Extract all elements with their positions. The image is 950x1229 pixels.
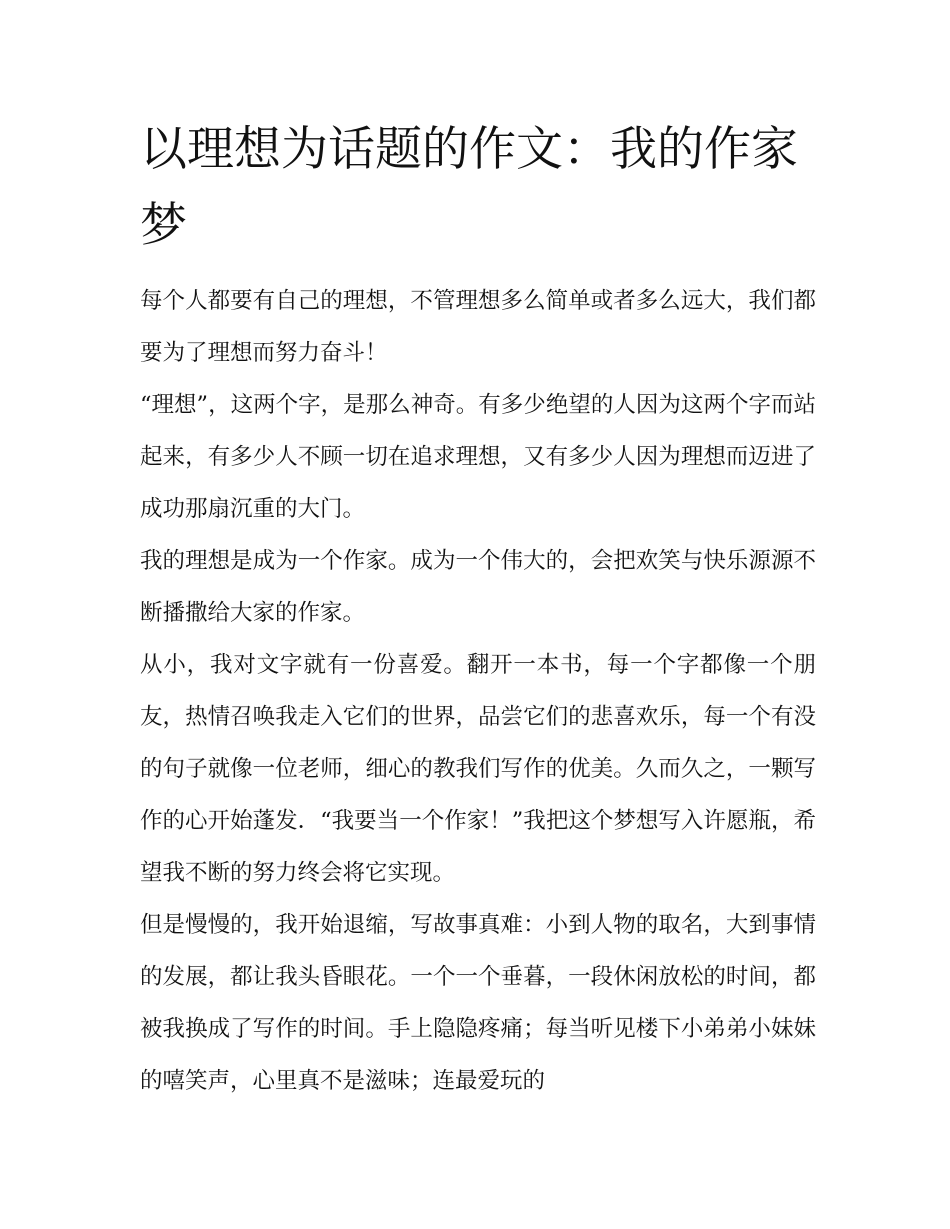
paragraph-2: “理想”，这两个字，是那么神奇。有多少绝望的人因为这两个字而站起来，有多少人不顾一切在追求理想，又有多少人因为理想而迈进了成功那扇沉重的大门。: [140, 392, 816, 522]
paragraph-5: 但是慢慢的，我开始退缩，写故事真难：小到人物的取名，大到事情的发展，都让我头昏眼花。一个一个垂暮，一段休闲放松的时间，都被我换成了写作的时间。手上隐隐疼痛；每当听见楼下小弟弟小妹妹的嘻笑声，心里真不是滋味；连最爱玩的: [140, 912, 816, 1094]
document-title: 以理想为话题的作文：我的作家梦: [140, 122, 798, 253]
paragraph-3: 我的理想是成为一个作家。成为一个伟大的，会把欢笑与快乐源源不断播撒给大家的作家。: [140, 548, 816, 626]
document-body: [140, 275, 816, 1107]
paragraph-4: 从小，我对文字就有一份喜爱。翻开一本书，每一个字都像一个朋友，热情召唤我走入它们的世界，品尝它们的悲喜欢乐，每一个有没的句子就像一位老师，细心的教我们写作的优美。久而久之，一颗写作的心开始蓬发．“我要当一个作家！”我把这个梦想写入许愿瓶，希望我不断的努力终会将它实现。: [140, 652, 816, 886]
paragraph-1: 每个人都要有自己的理想，不管理想多么简单或者多么远大，我们都要为了理想而努力奋斗！: [140, 288, 816, 366]
